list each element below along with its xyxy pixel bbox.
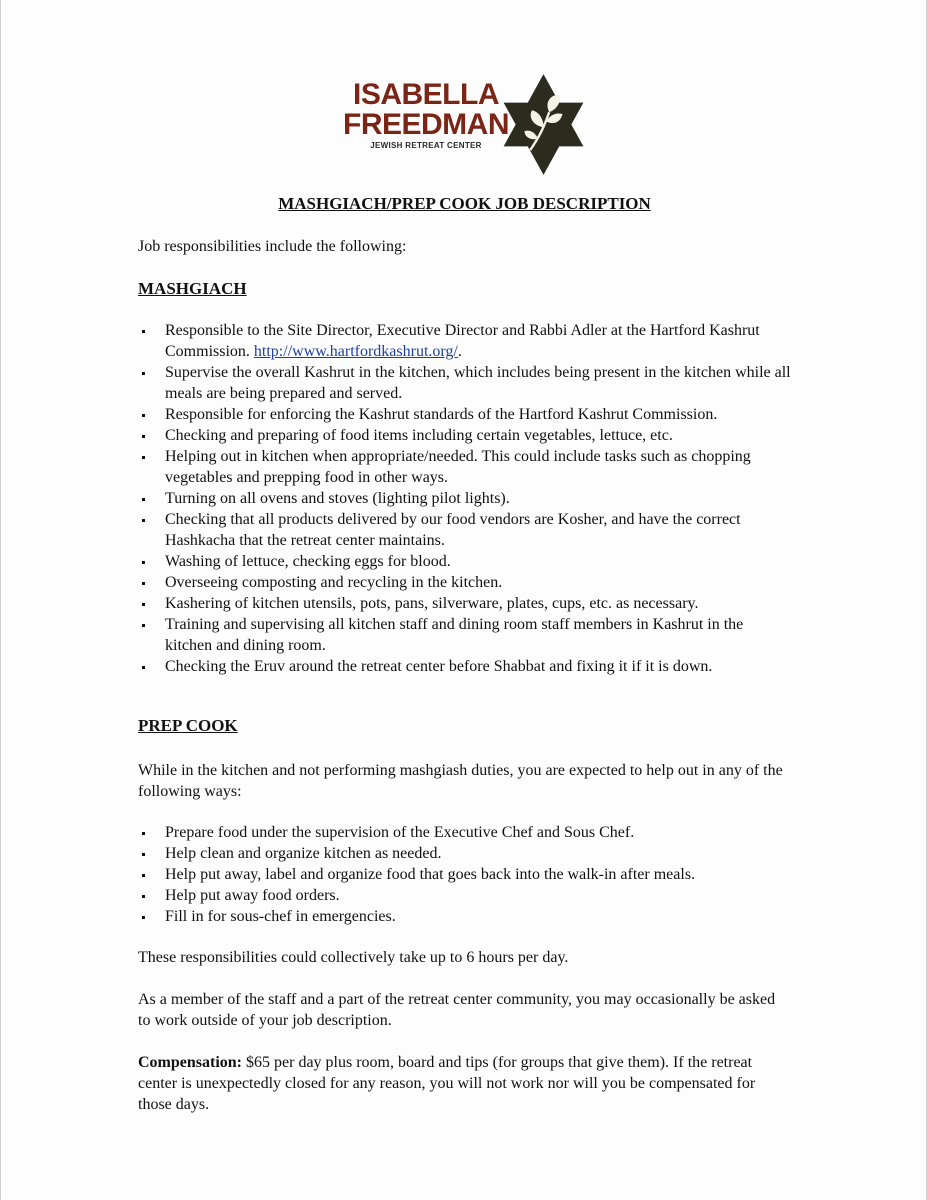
list-item: Washing of lettuce, checking eggs for blood. (138, 551, 793, 572)
list-item: Prepare food under the supervision of the Executive Chef and Sous Chef. (138, 822, 793, 843)
logo-line-3: JEWISH RETREAT CENTER (370, 141, 482, 150)
list-item: Checking the Eruv around the retreat center before Shabbat and fixing it if it is down. (138, 656, 793, 677)
list-item: Kashering of kitchen utensils, pots, pans, silverware, plates, cups, etc. as necessary. (138, 593, 793, 614)
staff-note-text: As a member of the staff and a part of the retreat center community, you may occasionally be asked to work outside of your job description. (138, 991, 776, 1029)
list-item: Help clean and organize kitchen as needed. (138, 843, 793, 864)
list-item: Supervise the overall Kashrut in the kitchen, which includes being present in the kitchen while all meals are being prepared and served. (138, 362, 793, 404)
logo-wordmark (341, 80, 511, 152)
list-item: Help put away, label and organize food that goes back into the walk-in after meals. (138, 864, 793, 885)
compensation-text: $65 per day plus room, board and tips (for groups that give them). If the retreat center is unexpectedly closed for any reason, you will not work nor will you be compensated for those days. (138, 1054, 756, 1113)
prep-cook-intro: While in the kitchen and not performing mashgiash duties, you are expected to help out in any of the following ways: (138, 762, 783, 800)
hours-text: These responsibilities could collectively take up to 6 hours per day. (138, 949, 569, 966)
mashgiach-list (138, 320, 793, 677)
prep-cook-list (138, 822, 793, 927)
list-item: Turning on all ovens and stoves (lighting pilot lights). (138, 488, 793, 509)
compensation-label: Compensation: (138, 1054, 243, 1071)
prep-cook-heading: PREP COOK (138, 716, 238, 735)
page-title: MASHGIACH/PREP COOK JOB DESCRIPTION (278, 194, 651, 213)
list-item: Checking and preparing of food items including certain vegetables, lettuce, etc. (138, 425, 793, 446)
list-item: Overseeing composting and recycling in the kitchen. (138, 572, 793, 593)
star-of-david-leaf-icon (496, 72, 591, 177)
logo-line-1: ISABELLA (353, 78, 499, 111)
list-item: Helping out in kitchen when appropriate/needed. This could include tasks such as chopping vegetables and prepping food in other ways. (138, 446, 793, 488)
list-item: Responsible for enforcing the Kashrut standards of the Hartford Kashrut Commission. (138, 404, 793, 425)
list-item: Responsible to the Site Director, Executive Director and Rabbi Adler at the Hartford Kashrut Commission. http://www.hartfordkashrut.org/. (138, 320, 793, 362)
hartford-kashrut-link[interactable]: http://www.hartfordkashrut.org/ (253, 343, 458, 360)
compensation-paragraph (138, 1052, 788, 1115)
isabella-freedman-logo (341, 72, 601, 182)
list-item: Training and supervising all kitchen staff and dining room staff members in Kashrut in the kitchen and dining room. (138, 614, 793, 656)
intro-text: Job responsibilities include the following: (138, 238, 407, 255)
list-item: Checking that all products delivered by our food vendors are Kosher, and have the correct Hashkacha that the retreat center maintains. (138, 509, 793, 551)
logo-line-2: FREEDMAN (343, 108, 509, 141)
list-item: Fill in for sous-chef in emergencies. (138, 906, 793, 927)
list-item: Help put away food orders. (138, 885, 793, 906)
mashgiach-heading: MASHGIACH (138, 279, 247, 298)
